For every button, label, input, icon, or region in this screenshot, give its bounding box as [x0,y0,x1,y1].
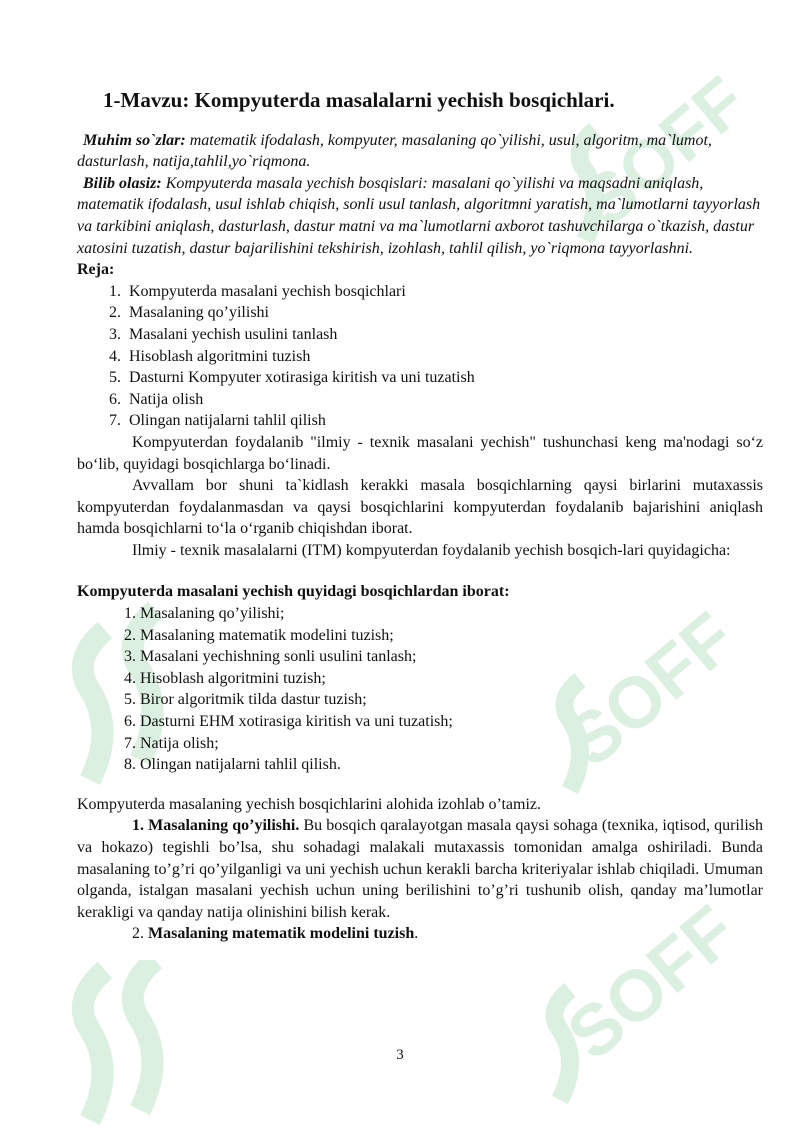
watermark-text: SOFF [567,61,761,242]
section-2-number: 2. [132,925,148,943]
watermark-text: SOFF [551,597,751,783]
stage-item: 2. Masalaning matematik modelini tuzish; [124,626,394,644]
page-title: 1-Mavzu: Kompyuterda masalalarni yechish bosqichlari. [103,88,615,112]
plan-item: 6. Natija olish [125,389,763,411]
plan-item: 4. Hisoblash algoritmini tuzish [125,346,763,368]
section-2 [77,923,763,945]
stage-item: 3. Masalani yechishning sonli usulini tanlash; [124,648,417,666]
section-1-heading: 1. Masalaning qo’yilishi. [132,817,300,835]
stage-item: 1. Masalaning qo’yilishi; [124,605,285,623]
plan-item: 2. Masalaning qo’yilishi [125,302,763,324]
stages-list [77,603,763,776]
section-2-tail: . [414,925,419,943]
plan-item: 3. Masalani yechish usulini tanlash [125,324,763,346]
paragraph: Kompyuterdan foydalanib "ilmiy - texnik masalani yechish" tushunchasi keng ma'nodagi so‘z bo‘lib, quyidagi bosqichlarga bo‘linadi. [77,433,763,473]
stage-item: 5. Biror algoritmik tilda dastur tuzish; [124,691,367,709]
section-1 [77,815,763,923]
stage-item: 8. Olingan natijalarni tahlil qilish. [124,756,341,774]
document-page [77,90,763,945]
paragraph: Avvallam bor shuni ta`kidlash kerakki masala bosqichlarning qaysi birlarini mutaxassis kompyuterdan foydalanmasdan va qaysi bosqichlarini kompyuterdan foydalanib bajarishini aniqlash hamda bosqichlarni to‘la o‘rganib chiqishdan iborat. [77,477,763,538]
stages-heading: Kompyuterda masalani yechish quyidagi bosqichlardan iborat: [77,583,510,601]
watermark-logo-left-bottom [30,960,230,1130]
plan-list [77,281,763,432]
section-1-text: Bu bosqich qaralayotgan masala qaysi sohaga (texnika, iqtisod, qurilish va hokazo) tegishli bo’lsa, shu sohadagi malakali mutaxassis tomonidan amalga oshiriladi. Bunda masalaning to’g’ri qo’yilganligi va uni yechish uchun kerakli barcha kriteriyalar ishlab chiqiladi. Umuman olganda, istalgan masalani yechish uchun uning berilishini to’g’ri tushunib olish, qanday ma’lumotlar kerakligi va qanday natija olinishini bilish kerak. [77,817,763,921]
plan-item: 1. Kompyuterda masalani yechish bosqichlari [125,281,763,303]
keywords-block [77,130,763,173]
page-number: 3 [396,1047,404,1063]
watermark-text: SOFF [552,890,752,1076]
know-label: Bilib olasiz: [83,174,162,192]
know-block [77,173,763,259]
keywords-label: Muhim so`zlar: [83,131,186,149]
explain-intro: Kompyuterda masalaning yechish bosqichlarini alohida izohlab o’tamiz. [77,795,542,813]
stage-item: 7. Natija olish; [124,734,219,752]
stage-item: 4. Hisoblash algoritmini tuzish; [124,669,326,687]
section-2-heading: Masalaning matematik modelini tuzish [148,925,415,943]
stage-item: 6. Dasturni EHM xotirasiga kiritish va uni tuzatish; [124,713,453,731]
plan-heading: Reja: [77,261,115,279]
know-text: Kompyuterda masala yechish bosqislari: masalani qo`yilishi va maqsadni aniqlash, matematik ifodalash, usul ishlab chiqish, sonli usul tanlash, algoritmni yaratish, ma`lumotlarni tayyorlash va tarkibini aniqlash, dasturlash, dastur matni va ma`lumotlarni axborot tashuvchilarga o`tkazish, dastur xatosini tuzatish, dastur bajarilishini tekshirish, izohlash, tahlil qilish, yo`riqmona tayyorlashni. [77,174,761,257]
paragraph: Ilmiy - texnik masalalarni (ITM) kompyuterdan foydalanib yechish bosqich-lari quyidagicha: [132,541,731,559]
plan-item: 5. Dasturni Kompyuter xotirasiga kiritish va uni tuzatish [125,367,763,389]
plan-item: 7. Olingan natijalarni tahlil qilish [125,410,763,432]
keywords-text: matematik ifodalash, kompyuter, masalaning qo`yilishi, usul, algoritm, ma`lumot, dasturlash, natija,tahlil,yo`riqmona. [77,131,712,171]
